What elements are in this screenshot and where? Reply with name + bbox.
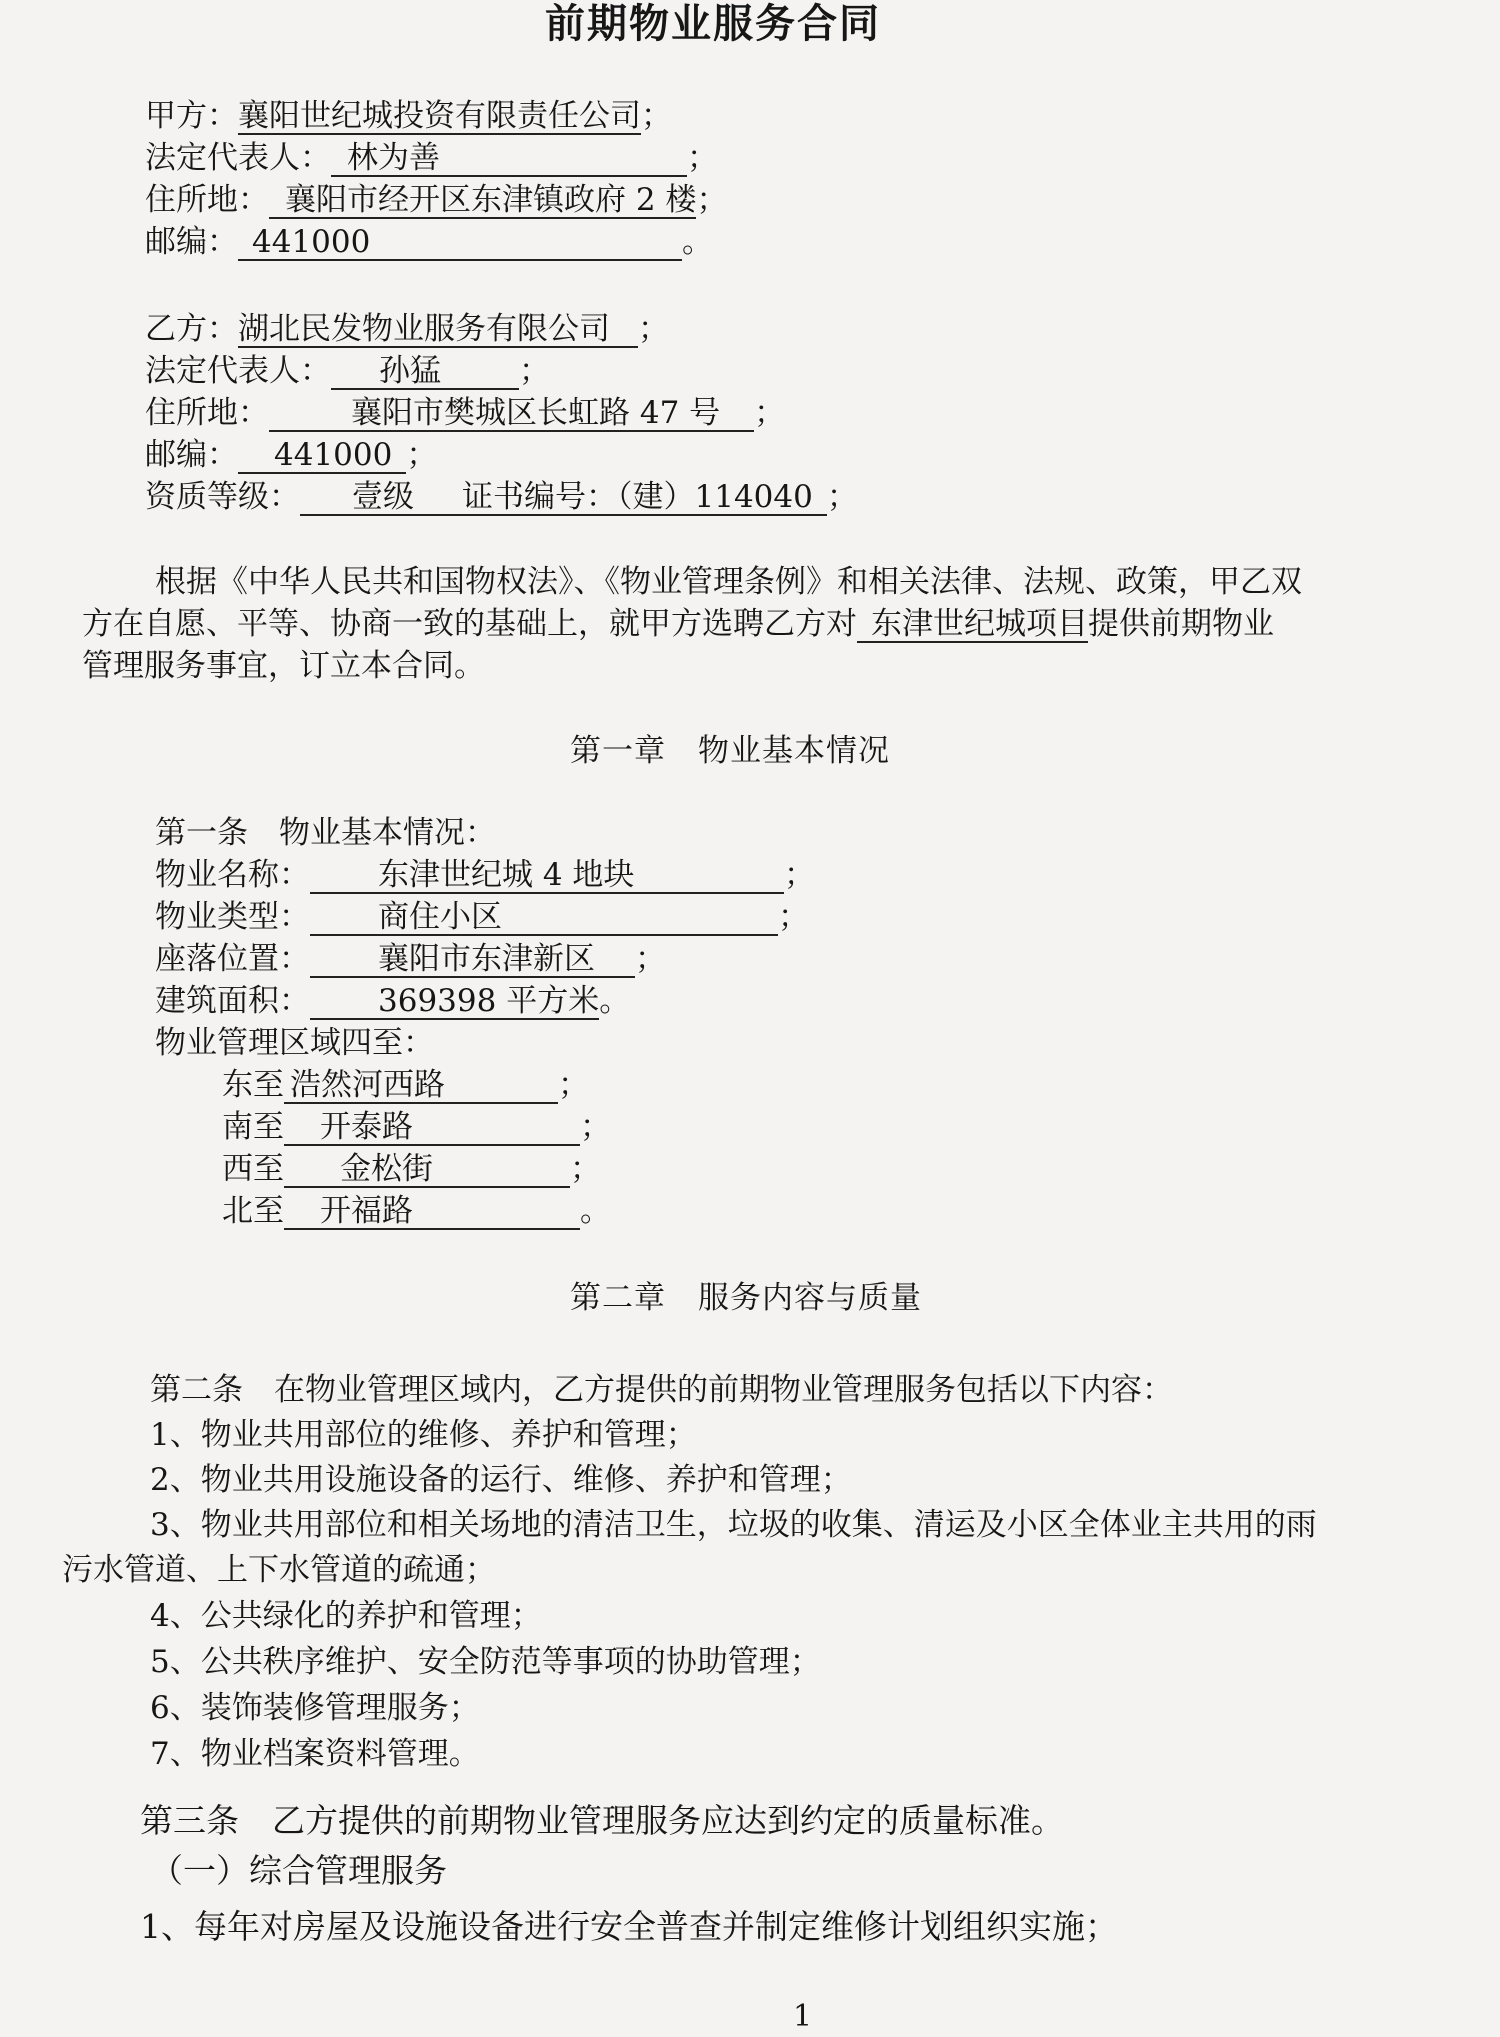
party-b-rep: 孙猛 — [331, 354, 519, 390]
party-b-zip: 441000 — [238, 438, 406, 474]
party-a-name: 襄阳世纪城投资有限责任公司 — [238, 98, 641, 134]
property-location-line: 座落位置： 襄阳市东津新区 ； — [155, 941, 666, 977]
party-b-zip-line: 邮编： 441000 ； — [145, 437, 438, 473]
boundary-north-line: 北至 开福路 。 — [222, 1193, 611, 1229]
service-item: 5、公共秩序维护、安全防范等事项的协助管理； — [150, 1644, 821, 1680]
boundary-west: 金松街 — [284, 1152, 570, 1188]
party-a-name-line: 甲方：襄阳世纪城投资有限责任公司； — [145, 98, 672, 134]
service-item: 2、物业共用设施设备的运行、维修、养护和管理； — [150, 1462, 852, 1498]
party-b-address-line: 住所地： 襄阳市樊城区长虹路 47 号 ； — [145, 395, 786, 431]
party-b-name-line: 乙方：湖北民发物业服务有限公司 ； — [145, 311, 669, 347]
service-item: 1、物业共用部位的维修、养护和管理； — [150, 1417, 697, 1453]
article-1: 第一条 物业基本情况： — [155, 815, 496, 851]
party-b-qualification-line: 资质等级： 壹级 证书编号：（建）114040 ； — [145, 479, 858, 515]
service-item: 7、物业档案资料管理。 — [150, 1736, 480, 1772]
boundary-west-line: 西至 金松街 ； — [222, 1151, 601, 1187]
document-title: 前期物业服务合同 — [545, 0, 881, 47]
boundary-east-line: 东至 浩然河西路 ； — [222, 1067, 589, 1103]
intro-line-1: 根据《中华人民共和国物权法》、《物业管理条例》和相关法律、法规、政策，甲乙双 — [155, 564, 1302, 600]
boundary-east: 浩然河西路 — [284, 1068, 558, 1104]
party-a-rep: 林为善 — [331, 141, 687, 177]
section-item: 1、每年对房屋及设施设备进行安全普查并制定维修计划组织实施； — [140, 1907, 1118, 1946]
building-area: 369398 平方米 — [310, 984, 599, 1020]
service-item: 污水管道、上下水管道的疏通； — [62, 1552, 496, 1588]
intro-line-2: 方在自愿、平等、协商一致的基础上，就甲方选聘乙方对 东津世纪城项目提供前期物业 — [82, 606, 1274, 642]
party-a-rep-line: 法定代表人： 林为善 ； — [145, 140, 718, 176]
building-area-line: 建筑面积： 369398 平方米。 — [155, 983, 631, 1019]
party-b-qualification: 壹级 — [352, 479, 414, 515]
service-item: 6、装饰装修管理服务； — [150, 1690, 480, 1726]
party-a-address: 襄阳市经开区东津镇政府 2 楼 — [269, 183, 696, 219]
section-comprehensive-management: （一）综合管理服务 — [150, 1851, 447, 1890]
boundary-south-line: 南至 开泰路 ； — [222, 1109, 611, 1145]
article-3: 第三条 乙方提供的前期物业管理服务应达到约定的质量标准。 — [140, 1801, 1064, 1840]
party-a-zip: 441000 — [238, 225, 682, 261]
boundary-north: 开福路 — [284, 1194, 580, 1230]
chapter-2-heading: 第二章 服务内容与质量 — [570, 1280, 922, 1316]
party-b-address: 襄阳市樊城区长虹路 47 号 — [269, 396, 754, 432]
project-name: 东津世纪城项目 — [857, 607, 1088, 643]
label: 甲方： — [145, 98, 238, 134]
party-a-address-line: 住所地： 襄阳市经开区东津镇政府 2 楼； — [145, 182, 728, 218]
service-item: 4、公共绿化的养护和管理； — [150, 1598, 542, 1634]
party-b-name: 湖北民发物业服务有限公司 — [238, 312, 638, 348]
property-location: 襄阳市东津新区 — [310, 942, 635, 978]
boundaries-label: 物业管理区域四至： — [155, 1025, 434, 1061]
intro-line-3: 管理服务事宜，订立本合同。 — [82, 648, 485, 684]
article-2: 第二条 在物业管理区域内，乙方提供的前期物业管理服务包括以下内容： — [150, 1372, 1173, 1408]
party-b-rep-line: 法定代表人： 孙猛 ； — [145, 353, 550, 389]
property-name-line: 物业名称： 东津世纪城 4 地块 ； — [155, 857, 815, 893]
party-b-certificate: 证书编号：（建）114040 — [462, 479, 813, 515]
chapter-1-heading: 第一章 物业基本情况 — [570, 733, 890, 769]
property-type-line: 物业类型： 商住小区 ； — [155, 899, 809, 935]
party-a-zip-line: 邮编： 441000 。 — [145, 224, 713, 260]
property-name: 东津世纪城 4 地块 — [310, 858, 784, 894]
service-item: 3、物业共用部位和相关场地的清洁卫生，垃圾的收集、清运及小区全体业主共用的雨 — [150, 1507, 1317, 1543]
property-type: 商住小区 — [310, 900, 778, 936]
page-number: 1 — [793, 1999, 813, 2034]
boundary-south: 开泰路 — [284, 1110, 580, 1146]
